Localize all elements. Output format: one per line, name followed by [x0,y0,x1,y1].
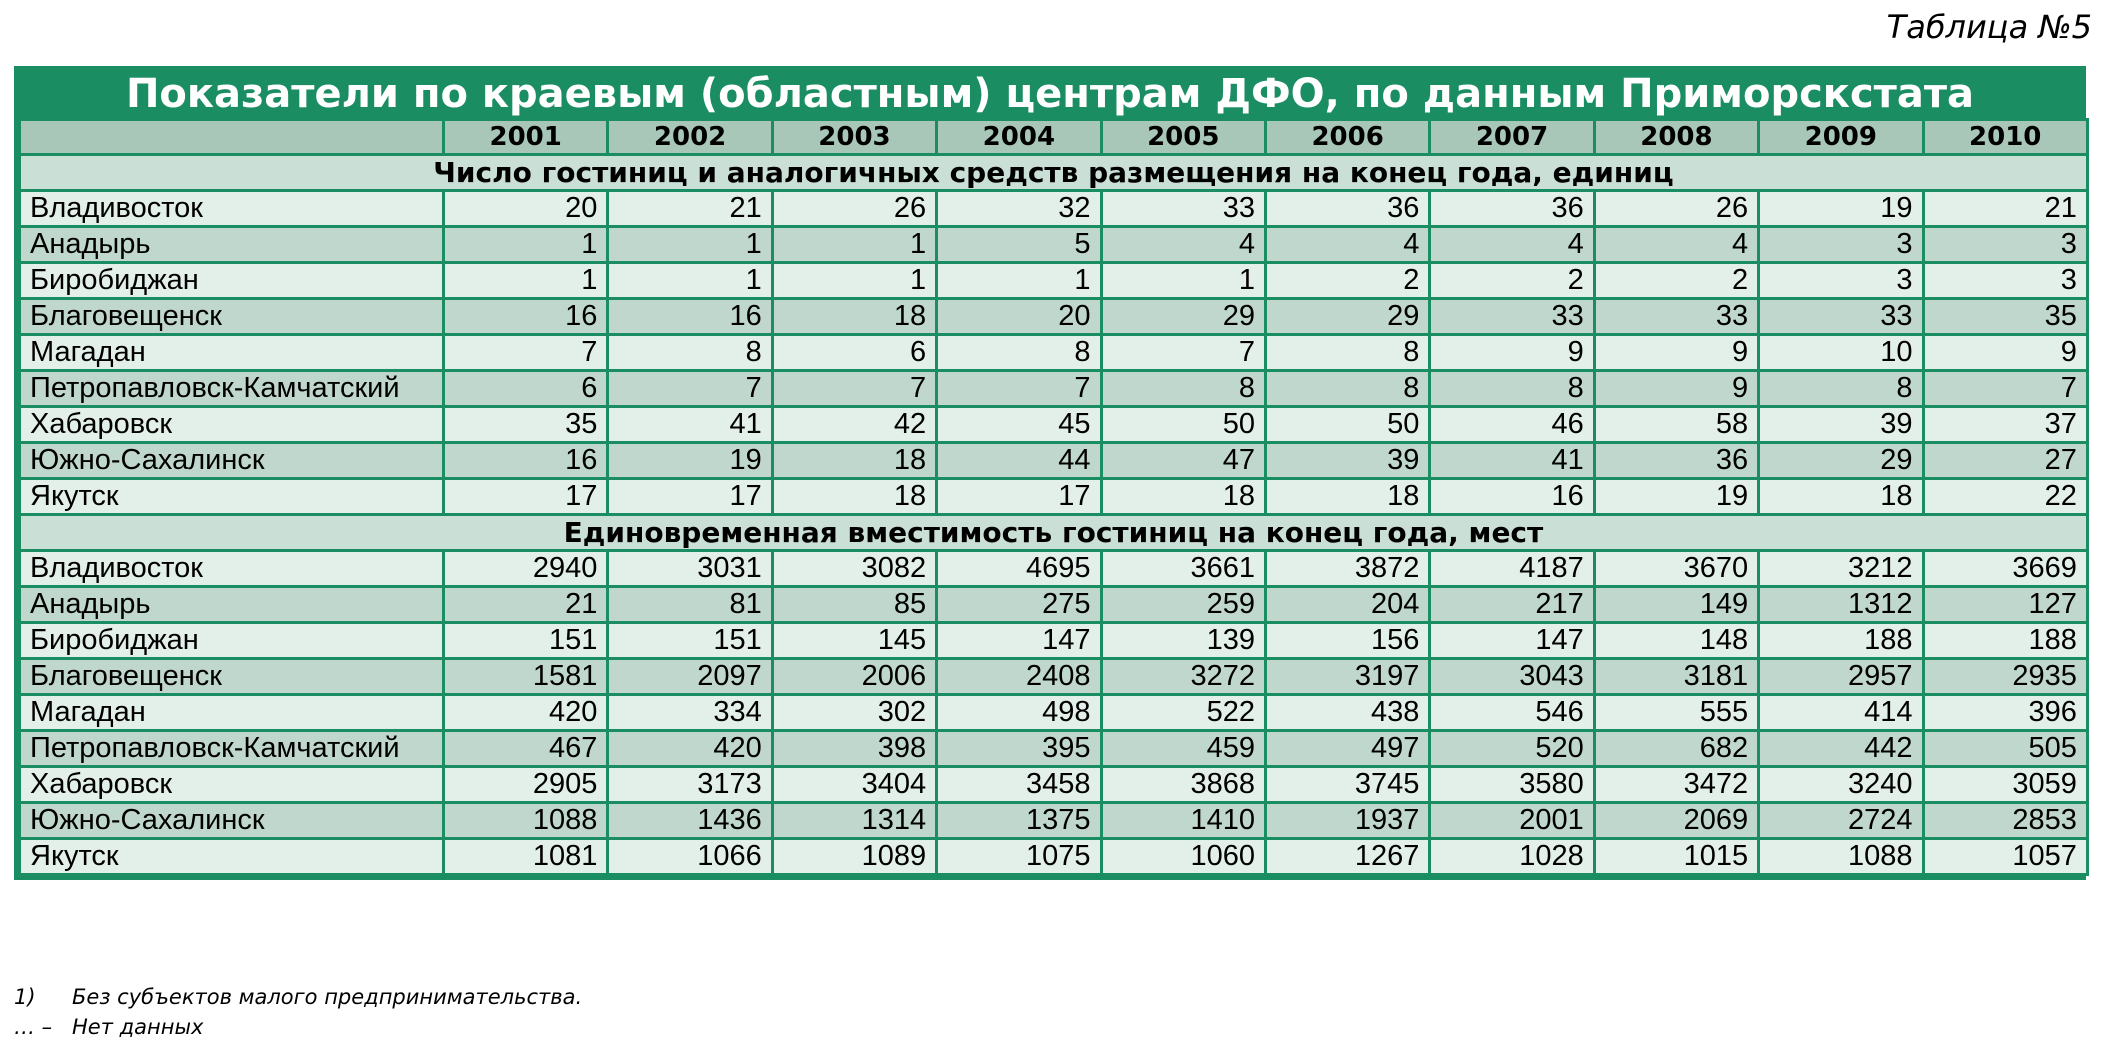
value-cell: 1436 [608,803,772,839]
value-cell: 2935 [1923,659,2087,695]
value-cell: 498 [937,695,1101,731]
value-cell: 2408 [937,659,1101,695]
value-cell: 145 [772,623,936,659]
value-cell: 50 [1265,407,1429,443]
city-name-cell: Якутск [20,839,444,875]
value-cell: 18 [1265,479,1429,515]
value-cell: 3670 [1594,551,1758,587]
value-cell: 1 [937,263,1101,299]
year-header: 2006 [1265,120,1429,155]
value-cell: 3 [1923,263,2087,299]
table-row [20,695,2088,731]
value-cell: 1 [772,227,936,263]
value-cell: 2724 [1759,803,1923,839]
value-cell: 19 [1594,479,1758,515]
value-cell: 7 [772,371,936,407]
value-cell: 4 [1101,227,1265,263]
value-cell: 139 [1101,623,1265,659]
value-cell: 3031 [608,551,772,587]
city-name-cell: Владивосток [20,551,444,587]
value-cell: 1 [444,263,608,299]
value-cell: 36 [1430,191,1594,227]
value-cell: 1 [608,227,772,263]
table-row [20,479,2088,515]
value-cell: 2069 [1594,803,1758,839]
value-cell: 8 [1430,371,1594,407]
value-cell: 3272 [1101,659,1265,695]
city-name-cell: Петропавловск-Камчатский [20,371,444,407]
value-cell: 459 [1101,731,1265,767]
value-cell: 275 [937,587,1101,623]
year-header-row [20,120,2088,155]
value-cell: 3 [1759,263,1923,299]
value-cell: 3669 [1923,551,2087,587]
value-cell: 22 [1923,479,2087,515]
value-cell: 7 [937,371,1101,407]
value-cell: 85 [772,587,936,623]
value-cell: 21 [608,191,772,227]
value-cell: 3872 [1265,551,1429,587]
value-cell: 19 [1759,191,1923,227]
value-cell: 35 [444,407,608,443]
table-title: Показатели по краевым (областным) центрам ДФО, по данным Приморскстата [18,70,2082,118]
value-cell: 2 [1594,263,1758,299]
value-cell: 2940 [444,551,608,587]
table-row [20,803,2088,839]
value-cell: 1 [444,227,608,263]
value-cell: 9 [1923,335,2087,371]
year-header: 2003 [772,120,936,155]
value-cell: 17 [608,479,772,515]
value-cell: 302 [772,695,936,731]
footnote-text: Без субъектов малого предпринимательства. [72,985,583,1009]
footnote-mark: … – [14,1015,53,1039]
value-cell: 36 [1265,191,1429,227]
value-cell: 520 [1430,731,1594,767]
value-cell: 17 [444,479,608,515]
value-cell: 26 [1594,191,1758,227]
value-cell: 2097 [608,659,772,695]
value-cell: 151 [608,623,772,659]
table-row [20,443,2088,479]
city-name-cell: Магадан [20,695,444,731]
value-cell: 188 [1923,623,2087,659]
value-cell: 36 [1594,443,1758,479]
year-header: 2005 [1101,120,1265,155]
value-cell: 3212 [1759,551,1923,587]
city-name-cell: Южно-Сахалинск [20,803,444,839]
value-cell: 3 [1923,227,2087,263]
table-row [20,299,2088,335]
value-cell: 1075 [937,839,1101,875]
year-header: 2009 [1759,120,1923,155]
value-cell: 1060 [1101,839,1265,875]
value-cell: 33 [1101,191,1265,227]
value-cell: 420 [444,695,608,731]
value-cell: 3472 [1594,767,1758,803]
value-cell: 3173 [608,767,772,803]
value-cell: 16 [1430,479,1594,515]
footnote [14,1012,582,1042]
year-header: 2004 [937,120,1101,155]
city-name-cell: Анадырь [20,227,444,263]
city-name-cell: Петропавловск-Камчатский [20,731,444,767]
value-cell: 21 [444,587,608,623]
value-cell: 2957 [1759,659,1923,695]
value-cell: 259 [1101,587,1265,623]
value-cell: 47 [1101,443,1265,479]
value-cell: 1937 [1265,803,1429,839]
year-header: 2010 [1923,120,2087,155]
city-name-cell: Магадан [20,335,444,371]
section-title: Число гостиниц и аналогичных средств размещения на конец года, единиц [20,155,2088,191]
value-cell: 1028 [1430,839,1594,875]
city-name-cell: Биробиджан [20,263,444,299]
value-cell: 29 [1759,443,1923,479]
value-cell: 188 [1759,623,1923,659]
value-cell: 6 [772,335,936,371]
value-cell: 1314 [772,803,936,839]
value-cell: 2905 [444,767,608,803]
section-header-row [20,155,2088,191]
value-cell: 3197 [1265,659,1429,695]
table-number-label: Таблица №5 [1886,8,2092,46]
data-table-frame [14,66,2086,880]
city-name-cell: Хабаровск [20,407,444,443]
value-cell: 9 [1430,335,1594,371]
footnote-text: Нет данных [72,1015,204,1039]
value-cell: 42 [772,407,936,443]
value-cell: 420 [608,731,772,767]
value-cell: 151 [444,623,608,659]
city-name-cell: Биробиджан [20,623,444,659]
table-row [20,839,2088,875]
value-cell: 1267 [1265,839,1429,875]
value-cell: 3458 [937,767,1101,803]
value-cell: 3240 [1759,767,1923,803]
value-cell: 398 [772,731,936,767]
table-row [20,659,2088,695]
value-cell: 20 [937,299,1101,335]
value-cell: 16 [444,299,608,335]
year-header: 2001 [444,120,608,155]
value-cell: 1081 [444,839,608,875]
value-cell: 4187 [1430,551,1594,587]
city-name-cell: Благовещенск [20,299,444,335]
value-cell: 7 [1923,371,2087,407]
value-cell: 33 [1759,299,1923,335]
value-cell: 58 [1594,407,1758,443]
value-cell: 1 [772,263,936,299]
table-row [20,623,2088,659]
year-header: 2007 [1430,120,1594,155]
value-cell: 147 [937,623,1101,659]
table-row [20,731,2088,767]
table-row [20,335,2088,371]
value-cell: 1088 [1759,839,1923,875]
city-name-cell: Владивосток [20,191,444,227]
value-cell: 204 [1265,587,1429,623]
corner-cell [20,120,444,155]
value-cell: 4 [1594,227,1758,263]
value-cell: 1375 [937,803,1101,839]
value-cell: 2 [1430,263,1594,299]
value-cell: 1088 [444,803,608,839]
value-cell: 16 [608,299,772,335]
footnote [14,982,582,1012]
value-cell: 682 [1594,731,1758,767]
value-cell: 9 [1594,335,1758,371]
value-cell: 497 [1265,731,1429,767]
value-cell: 555 [1594,695,1758,731]
value-cell: 1581 [444,659,608,695]
year-header: 2002 [608,120,772,155]
value-cell: 16 [444,443,608,479]
value-cell: 3043 [1430,659,1594,695]
value-cell: 18 [1101,479,1265,515]
value-cell: 1057 [1923,839,2087,875]
value-cell: 546 [1430,695,1594,731]
table-row [20,263,2088,299]
value-cell: 7 [444,335,608,371]
city-name-cell: Якутск [20,479,444,515]
value-cell: 334 [608,695,772,731]
value-cell: 33 [1430,299,1594,335]
value-cell: 3580 [1430,767,1594,803]
city-name-cell: Благовещенск [20,659,444,695]
city-name-cell: Южно-Сахалинск [20,443,444,479]
table-row [20,191,2088,227]
value-cell: 9 [1594,371,1758,407]
value-cell: 396 [1923,695,2087,731]
value-cell: 149 [1594,587,1758,623]
value-cell: 46 [1430,407,1594,443]
value-cell: 148 [1594,623,1758,659]
value-cell: 21 [1923,191,2087,227]
value-cell: 27 [1923,443,2087,479]
value-cell: 127 [1923,587,2087,623]
value-cell: 3181 [1594,659,1758,695]
value-cell: 8 [1101,371,1265,407]
value-cell: 41 [1430,443,1594,479]
value-cell: 414 [1759,695,1923,731]
hotels-table [18,118,2089,876]
footnotes [14,982,582,1042]
value-cell: 18 [772,443,936,479]
section-header-row [20,515,2088,551]
value-cell: 3404 [772,767,936,803]
value-cell: 1312 [1759,587,1923,623]
value-cell: 8 [1265,371,1429,407]
value-cell: 2006 [772,659,936,695]
value-cell: 217 [1430,587,1594,623]
value-cell: 1015 [1594,839,1758,875]
value-cell: 6 [444,371,608,407]
value-cell: 8 [1265,335,1429,371]
value-cell: 33 [1594,299,1758,335]
value-cell: 26 [772,191,936,227]
value-cell: 32 [937,191,1101,227]
value-cell: 3868 [1101,767,1265,803]
value-cell: 20 [444,191,608,227]
value-cell: 18 [772,299,936,335]
value-cell: 438 [1265,695,1429,731]
value-cell: 3059 [1923,767,2087,803]
value-cell: 4 [1265,227,1429,263]
value-cell: 8 [608,335,772,371]
value-cell: 1089 [772,839,936,875]
value-cell: 505 [1923,731,2087,767]
value-cell: 41 [608,407,772,443]
city-name-cell: Анадырь [20,587,444,623]
section-title: Единовременная вместимость гостиниц на конец года, мест [20,515,2088,551]
value-cell: 1410 [1101,803,1265,839]
value-cell: 442 [1759,731,1923,767]
year-header: 2008 [1594,120,1758,155]
value-cell: 10 [1759,335,1923,371]
value-cell: 3082 [772,551,936,587]
value-cell: 2853 [1923,803,2087,839]
value-cell: 395 [937,731,1101,767]
value-cell: 18 [1759,479,1923,515]
value-cell: 29 [1265,299,1429,335]
value-cell: 39 [1759,407,1923,443]
value-cell: 7 [608,371,772,407]
value-cell: 1066 [608,839,772,875]
table-row [20,227,2088,263]
value-cell: 522 [1101,695,1265,731]
value-cell: 3 [1759,227,1923,263]
value-cell: 2 [1265,263,1429,299]
value-cell: 4695 [937,551,1101,587]
value-cell: 17 [937,479,1101,515]
value-cell: 1 [608,263,772,299]
value-cell: 37 [1923,407,2087,443]
table-row [20,551,2088,587]
city-name-cell: Хабаровск [20,767,444,803]
value-cell: 18 [772,479,936,515]
value-cell: 45 [937,407,1101,443]
value-cell: 1 [1101,263,1265,299]
value-cell: 19 [608,443,772,479]
table-row [20,767,2088,803]
value-cell: 29 [1101,299,1265,335]
value-cell: 39 [1265,443,1429,479]
table-row [20,371,2088,407]
value-cell: 8 [1759,371,1923,407]
value-cell: 8 [937,335,1101,371]
value-cell: 50 [1101,407,1265,443]
value-cell: 44 [937,443,1101,479]
value-cell: 147 [1430,623,1594,659]
value-cell: 81 [608,587,772,623]
value-cell: 3745 [1265,767,1429,803]
value-cell: 4 [1430,227,1594,263]
value-cell: 3661 [1101,551,1265,587]
value-cell: 5 [937,227,1101,263]
value-cell: 467 [444,731,608,767]
table-row [20,587,2088,623]
value-cell: 35 [1923,299,2087,335]
table-row [20,407,2088,443]
value-cell: 156 [1265,623,1429,659]
value-cell: 7 [1101,335,1265,371]
value-cell: 2001 [1430,803,1594,839]
footnote-mark: 1) [14,985,36,1009]
